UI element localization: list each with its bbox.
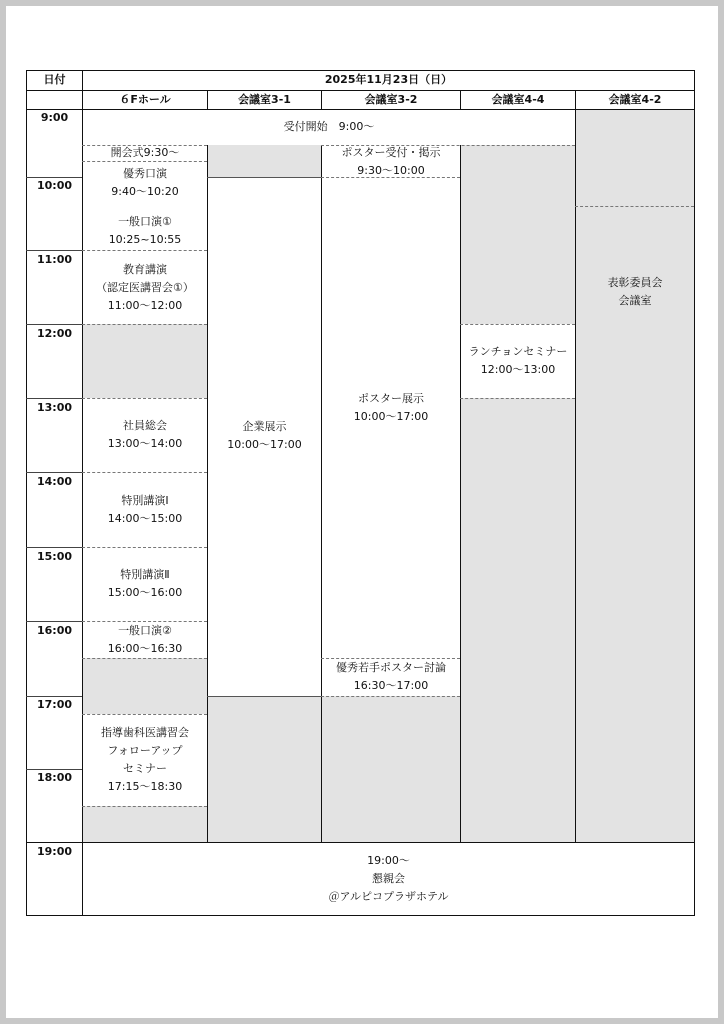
room-header-4-2: 会議室4-2 [608, 93, 662, 106]
general-oral-2-event: 一般口演② 16:00～16:30 [107, 624, 183, 655]
special-lecture-1-event: 特別講演Ⅰ 14:00～15:00 [107, 494, 183, 525]
empty-slot [460, 398, 575, 842]
time-label: 12:00 [36, 327, 72, 340]
empty-slot [207, 145, 322, 177]
time-label: 16:00 [36, 624, 72, 637]
time-label: 10:00 [36, 179, 72, 192]
general-oral-1-event: 一般口演① 10:25~10:55 [108, 215, 182, 246]
banquet-event: 19:00～ 懇親会 ＠アルピコプラザホテル [328, 854, 449, 903]
empty-slot [82, 658, 207, 714]
room-header-3-1: 会議室3-1 [238, 93, 291, 106]
general-meeting-event: 社員総会 13:00～14:00 [107, 419, 183, 450]
time-label: 18:00 [36, 771, 72, 784]
poster-exhibit-event: ポスター展示 10:00～17:00 [353, 392, 429, 423]
room-header-6f-hall: ６Fホール [119, 93, 171, 106]
time-label: 13:00 [36, 401, 72, 414]
room-header-3-2: 会議室3-2 [364, 93, 418, 106]
empty-slot [82, 324, 207, 398]
award-committee-block [575, 109, 694, 842]
corporate-exhibit-event: 企業展示 10:00～17:00 [227, 420, 302, 451]
award-committee-event: 表彰委員会 会議室 [607, 276, 663, 307]
time-label: 15:00 [36, 550, 72, 563]
opening-ceremony-event: 開会式9:30～ [110, 146, 180, 159]
education-lecture-event: 教育講演 （認定医講習会①） 11:00～12:00 [96, 263, 194, 312]
time-label: 17:00 [36, 698, 72, 711]
time-label: 19:00 [36, 845, 72, 858]
date-column-header: 日付 [43, 73, 66, 86]
luncheon-seminar-event: ランチョンセミナー 12:00～13:00 [468, 345, 568, 376]
special-lecture-2-event: 特別講演Ⅱ 15:00～16:00 [107, 568, 183, 599]
young-poster-discussion-event: 優秀若手ポスター討論 16:30～17:00 [336, 661, 446, 692]
room-header-4-4: 会議室4-4 [491, 93, 545, 106]
empty-slot [207, 696, 460, 842]
empty-slot [82, 806, 207, 842]
excellent-oral-event: 優秀口演 9:40～10:20 [111, 167, 179, 198]
empty-slot [460, 145, 575, 324]
poster-reception-event: ポスター受付・掲示 9:30～10:00 [341, 146, 441, 177]
time-label: 9:00 [40, 111, 69, 124]
time-label: 14:00 [36, 475, 72, 488]
time-label: 11:00 [36, 253, 72, 266]
date-title: 2025年11月23日（日） [324, 73, 453, 86]
reception-event: 受付開始 9:00～ [283, 120, 375, 133]
instructor-seminar-event: 指導歯科医講習会 フォローアップ セミナー 17:15～18:30 [101, 726, 189, 793]
